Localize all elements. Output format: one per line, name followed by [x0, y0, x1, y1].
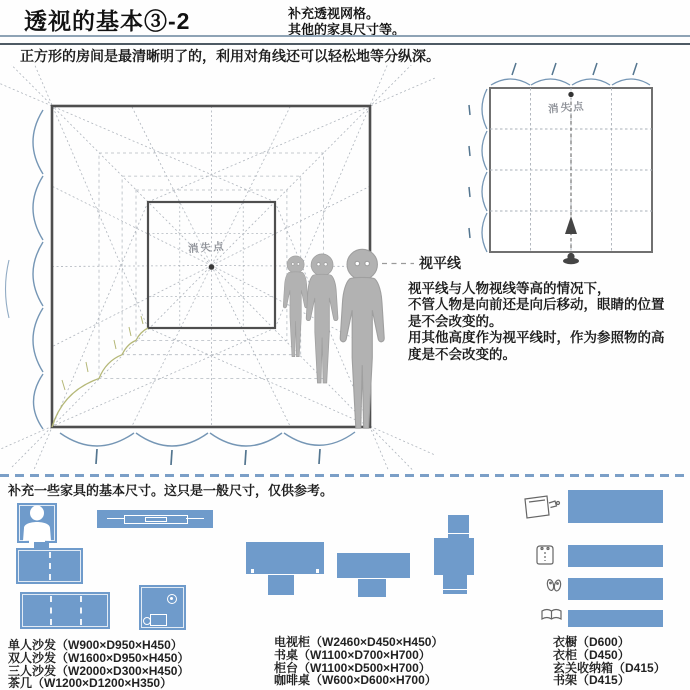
header-rule	[0, 35, 690, 45]
person-silhouette-middle	[306, 254, 338, 383]
perspective-grid-lines	[0, 65, 450, 470]
three-seat-sofa-icon	[20, 592, 110, 629]
list-item: 衣柜（D450）	[553, 647, 630, 662]
page-title: 透视的基本③-2	[24, 8, 191, 34]
depth-arcs	[52, 316, 148, 427]
note-line: 是不会改变的。	[408, 313, 503, 329]
plan-vanishing-point-dot	[568, 92, 573, 97]
coffee-table-icon	[434, 538, 474, 575]
entry-storage-bar	[568, 578, 663, 600]
tea-table-icon	[139, 585, 186, 630]
person-silhouette-front	[340, 249, 384, 428]
list-item: 书架（D415）	[553, 673, 630, 688]
desk-chair-icon	[268, 574, 294, 595]
furniture-list-storage	[553, 636, 666, 687]
closet-bar	[568, 545, 663, 567]
subtitle-line-1: 补充透视网格。	[288, 6, 380, 21]
person-silhouette-back	[283, 256, 308, 357]
counter-icon	[337, 553, 410, 578]
plan-vanishing-point-label: 消失点	[547, 100, 586, 116]
section-divider	[0, 474, 690, 477]
eye-level-note	[408, 281, 684, 363]
vanishing-point-dot	[209, 264, 215, 270]
list-item: 书桌（W1100×D700×H700）	[274, 647, 431, 662]
list-item: 玄关收纳箱（D415）	[553, 660, 666, 675]
figure-group	[283, 249, 384, 428]
list-item: 咖啡桌（W600×D600×H700）	[274, 673, 437, 688]
coffee-chair-top-icon	[448, 515, 469, 539]
bookshelf-bar	[568, 610, 663, 627]
plan-view-diagram	[460, 58, 690, 270]
furniture-intro: 补充一些家具的基本尺寸。这只是一般尺寸，仅供参考。	[8, 483, 334, 498]
wardrobe-icon	[518, 492, 562, 522]
list-item: 三人沙发（W2000×D300×H450）	[8, 663, 190, 678]
eye-level-label: 视平线	[419, 255, 461, 271]
note-line: 不管人物是向前还是向后移动，眼睛的位置	[408, 297, 665, 313]
clothes-icon	[532, 542, 558, 568]
list-item: 茶几（W1200×D1200×H350）	[8, 676, 173, 690]
measure-ticks	[96, 449, 320, 465]
tv-cabinet-icon	[97, 510, 213, 528]
book-icon	[539, 606, 564, 624]
wardrobe-bar	[568, 490, 663, 523]
vanishing-point-label: 消失点	[187, 240, 226, 256]
subtitle-line-2: 其他的家具尺寸等。	[288, 22, 406, 37]
list-item: 单人沙发（W900×D950×H450）	[8, 638, 183, 652]
furniture-list-tables	[274, 636, 443, 687]
desk-icon	[246, 542, 324, 574]
two-seat-sofa-icon	[16, 548, 83, 584]
intro-note: 正方形的房间是最清晰明了的，利用对角线还可以轻松地等分纵深。	[20, 48, 440, 64]
list-item: 衣橱（D600）	[553, 635, 630, 649]
counter-chair-icon	[358, 578, 386, 597]
observer-icon	[563, 253, 579, 264]
note-line: 用其他高度作为视平线时，作为参照物的高	[408, 330, 665, 346]
perspective-room-drawing	[0, 65, 470, 470]
list-item: 柜台（W1100×D500×H700）	[274, 660, 431, 675]
page-subtitle	[288, 6, 405, 38]
list-item: 双人沙发（W1600×D950×H450）	[8, 650, 190, 665]
single-sofa-icon	[17, 503, 57, 543]
shoes-icon	[544, 575, 564, 595]
coffee-chair-bottom-icon	[443, 575, 467, 594]
note-line: 度是不会改变的。	[408, 346, 516, 362]
sitting-person-icon	[17, 503, 57, 543]
note-line: 视平线与人物视线等高的情况下，	[408, 281, 611, 296]
list-item: 电视柜（W2460×D450×H450）	[274, 635, 444, 649]
furniture-list-sofas	[8, 639, 189, 690]
